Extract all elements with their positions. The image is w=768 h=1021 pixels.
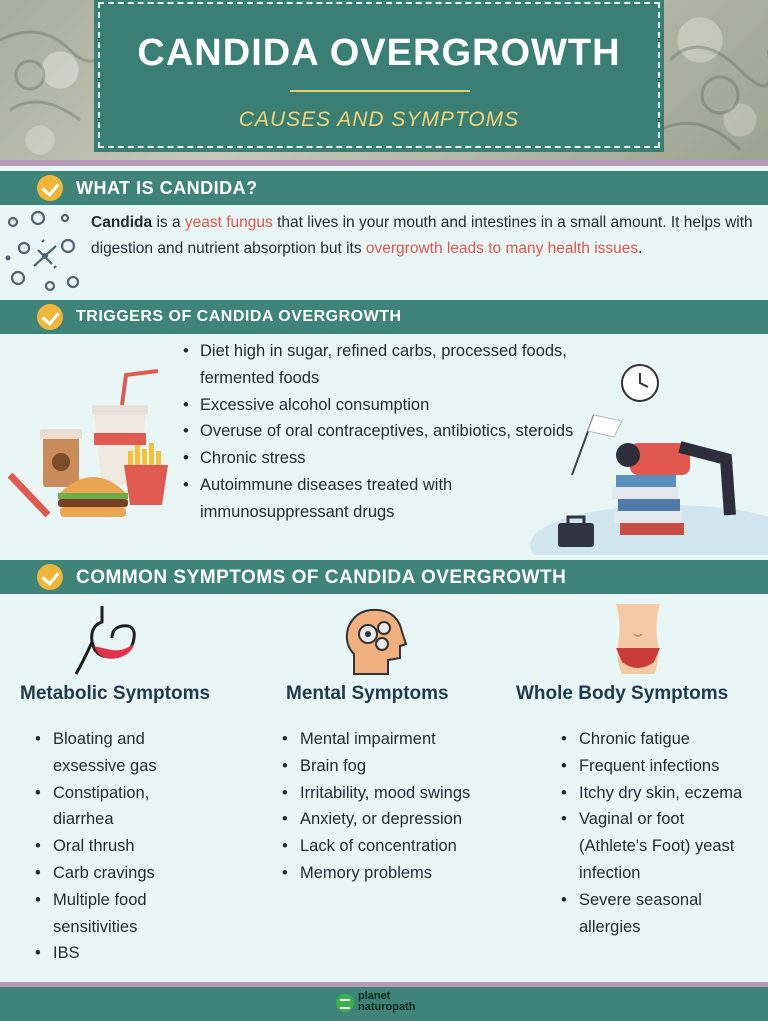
list-item: • Autoimmune diseases treated with immunosuppressant drugs [183,472,583,526]
highlight-overgrowth: overgrowth leads to many health issues [365,240,639,257]
title-divider [290,90,470,92]
list-item: • Diet high in sugar, refined carbs, processed foods, fermented foods [183,338,583,392]
checkmark-icon [37,175,63,201]
page-subtitle: CAUSES AND SYMPTOMS [238,108,520,131]
checkmark-icon [37,564,63,590]
head-gears-icon [342,606,408,676]
section-bar-triggers [0,300,768,334]
junk-food-illustration [8,365,178,525]
list-item: • Constipation, diarrhea [35,780,195,834]
section-bar-symptoms [0,560,768,594]
section-heading: TRIGGERS OF CANDIDA OVERGROWTH [76,308,402,325]
list-item: • Irritability, mood swings [282,780,472,807]
list-item: • Severe seasonal allergies [561,887,751,941]
candida-term: Candida [91,214,153,231]
brand-logo[interactable] [336,990,446,1018]
germs-icon [4,206,82,292]
highlight-yeast-fungus: yeast fungus [184,214,273,231]
column-title-metabolic: Metabolic Symptoms [20,683,211,704]
hero-accent-strip [0,160,768,166]
list-item: • Mental impairment [282,726,472,753]
section-bar-what-is [0,171,768,205]
list-item: • Vaginal or foot (Athlete's Foot) yeast infection [561,806,751,886]
section-heading: COMMON SYMPTOMS OF CANDIDA OVERGROWTH [76,567,567,588]
list-item: • Brain fog [282,753,472,780]
torso-icon [608,604,668,676]
list-item: • Chronic stress [183,445,583,472]
logo-line-1: planet [358,990,391,1002]
checkmark-icon [37,304,63,330]
candida-description [91,210,763,262]
hero-banner [0,0,768,165]
list-item: • Memory problems [282,860,472,887]
list-item: • Lack of concentration [282,833,472,860]
list-item: • IBS [35,940,195,967]
title-box [98,2,660,148]
triggers-list [183,338,583,526]
metabolic-symptoms-list [35,726,195,967]
description-text: that lives in your mouth and intestines in a small amount. It helps with digestion and nutrient absorption but its [91,214,753,257]
stomach-icon [72,604,142,678]
section-heading: WHAT IS CANDIDA? [76,178,258,198]
list-item: • Bloating and exsessive gas [35,726,195,780]
logo-line-2: naturopath [358,1001,416,1013]
whole-body-symptoms-list [561,726,751,940]
list-item: • Oral thrush [35,833,195,860]
list-item: • Frequent infections [561,753,751,780]
list-item: • Carb cravings [35,860,195,887]
description-text: . [638,240,643,257]
logo-text [358,991,415,1013]
footer [0,987,768,1021]
list-item: • Overuse of oral contraceptives, antibiotics, steroids [183,418,583,445]
list-item: • Anxiety, or depression [282,806,472,833]
logo-mark-icon [336,994,354,1012]
list-item: • Excessive alcohol consumption [183,392,583,419]
page-title: CANDIDA OVERGROWTH [137,32,621,74]
column-title-mental: Mental Symptoms [286,683,449,704]
column-title-whole-body: Whole Body Symptoms [516,683,729,704]
mental-symptoms-list [282,726,472,887]
list-item: • Chronic fatigue [561,726,751,753]
stressed-person-illustration [530,355,768,555]
description-text: is a [152,214,185,231]
list-item: • Multiple food sensitivities [35,887,195,941]
list-item: • Itchy dry skin, eczema [561,780,751,807]
